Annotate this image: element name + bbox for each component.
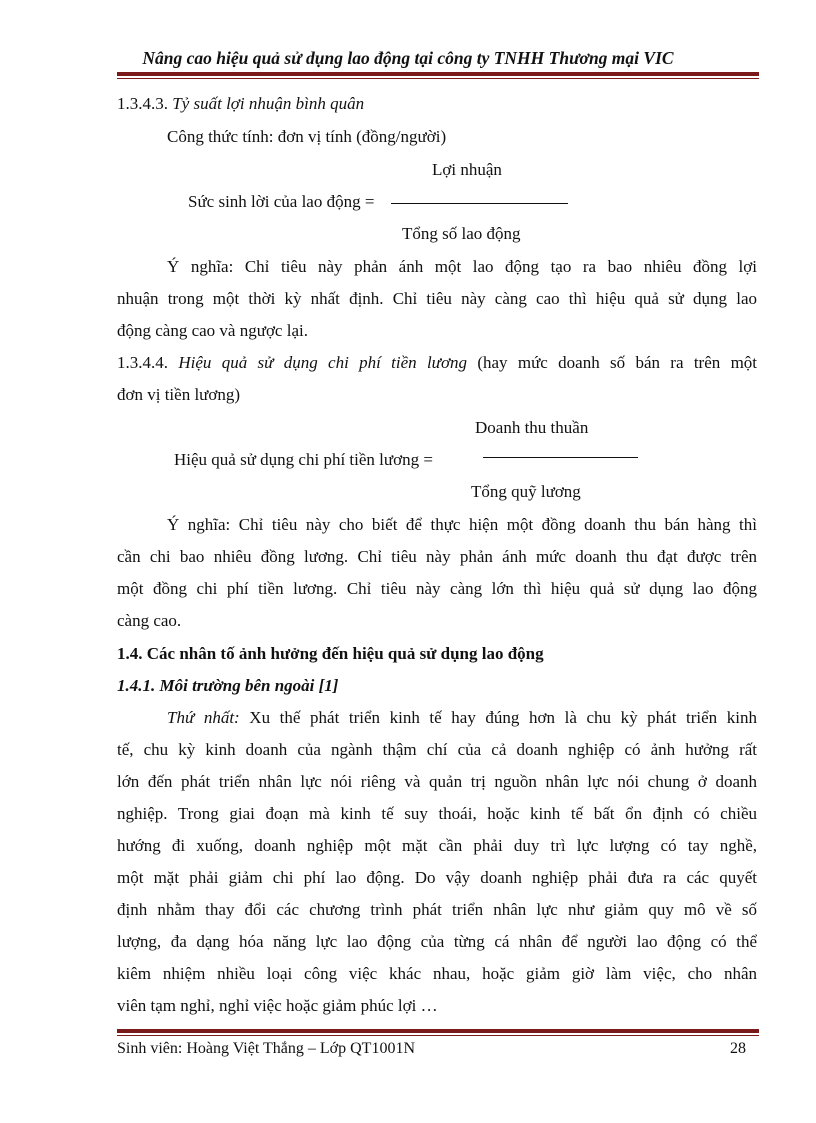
paragraph-line: viên tạm nghỉ, nghỉ việc hoặc giảm phúc lợi … (117, 996, 438, 1015)
formula-numerator: Lợi nhuận (432, 160, 502, 179)
section-title-continued: đơn vị tiền lương) (117, 385, 241, 404)
formula-label: Sức sinh lời của lao động = (188, 192, 375, 211)
page-number: 28 (730, 1040, 746, 1057)
fraction-bar (483, 457, 638, 458)
section-141-heading: 1.4.1. Môi trường bên ngoài [1] (117, 676, 339, 695)
section-number: 1.3.4.3. (117, 94, 168, 113)
paragraph-line (117, 708, 757, 728)
section-number: 1.3.4.4. (117, 353, 168, 372)
paragraph-first-line: Xu thế phát triển kinh tế hay đúng hơn là chu kỳ phát triển kinh (249, 708, 757, 727)
formula-label: Hiệu quả sử dụng chi phí tiền lương = (174, 450, 433, 469)
formula-denominator: Tổng quỹ lương (471, 482, 581, 501)
paragraph-line: nghiệp. Trong giai đoạn mà kinh tế suy thoái, hoặc kinh tế bất ổn định có chiều (117, 804, 757, 823)
paragraph-line: kiêm nhiệm nhiều loại công việc khác nhau, hoặc giảm giờ làm việc, cho nhân (117, 964, 757, 983)
paragraph-line: động càng cao và ngược lại. (117, 321, 308, 340)
section-1344-heading (117, 353, 757, 373)
paragraph-line: lớn đến phát triển nhân lực nói riêng và quản trị nguồn nhân lực nói chung ở doanh (117, 772, 757, 791)
section-title: Tỷ suất lợi nhuận bình quân (172, 94, 365, 113)
header-rule (117, 72, 759, 79)
footer-student: Sinh viên: Hoàng Việt Thắng – Lớp QT1001N (117, 1040, 415, 1057)
footer-rule (117, 1029, 759, 1036)
section-title-suffix: (hay mức doanh số bán ra trên một (477, 353, 758, 372)
paragraph-line: hướng đi xuống, doanh nghiệp một mặt cần phải duy trì lực lượng có tay nghề, (117, 836, 757, 855)
paragraph-line: cần chi bao nhiêu đồng lương. Chỉ tiêu này phản ánh mức doanh thu đạt được trên (117, 547, 757, 566)
section-14-heading: 1.4. Các nhân tố ảnh hưởng đến hiệu quả sử dụng lao động (117, 644, 544, 663)
section-title: Hiệu quả sử dụng chi phí tiền lương (178, 353, 468, 372)
paragraph-lead: Thứ nhất: (167, 708, 240, 727)
paragraph-line: tế, chu kỳ kinh doanh của ngành thậm chí của cả doanh nghiệp có ảnh hưởng rất (117, 740, 757, 759)
running-header-title: Nâng cao hiệu quả sử dụng lao động tại công ty TNHH Thương mại VIC (142, 48, 674, 68)
formula-intro: Công thức tính: đơn vị tính (đồng/người) (167, 127, 447, 146)
paragraph-line: nhuận trong một thời kỳ nhất định. Chỉ tiêu này càng cao thì hiệu quả sử dụng lao (117, 289, 757, 308)
section-1343-heading (117, 94, 364, 114)
paragraph-line: lượng, đa dạng hóa năng lực lao động của từng cá nhân để người lao động có thể (117, 932, 757, 951)
formula-denominator: Tổng số lao động (402, 224, 521, 243)
fraction-bar (391, 203, 568, 204)
formula-numerator: Doanh thu thuần (475, 418, 589, 437)
paragraph-line: một đồng chi phí tiền lương. Chỉ tiêu này càng lớn thì hiệu quả sử dụng lao động (117, 579, 757, 598)
paragraph-line: định nhằm thay đổi các chương trình phát triển nhân lực như giảm quy mô về số (117, 900, 757, 919)
paragraph-line: càng cao. (117, 611, 182, 630)
paragraph-line: một mặt phải giảm chi phí lao động. Do vậy doanh nghiệp phải đưa ra các quyết (117, 868, 757, 887)
paragraph-line: Ý nghĩa: Chỉ tiêu này cho biết để thực hiện một đồng doanh thu bán hàng thì (167, 515, 757, 534)
paragraph-line: Ý nghĩa: Chỉ tiêu này phản ánh một lao động tạo ra bao nhiêu đồng lợi (167, 257, 757, 276)
